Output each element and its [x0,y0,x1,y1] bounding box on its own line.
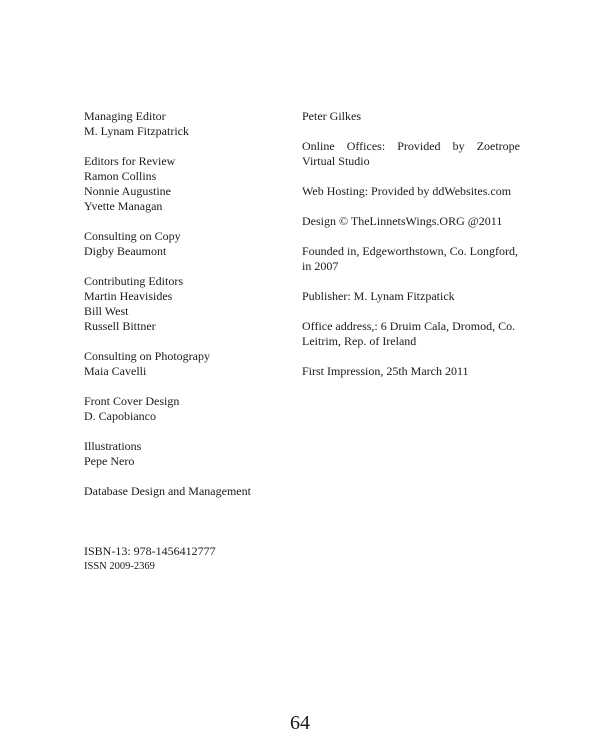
page-number: 64 [290,712,310,734]
office-address-line-2: Leitrim, Rep. of Ireland [302,334,417,348]
issn-text: ISSN 2009-2369 [84,561,155,572]
contributing-editor-name: Russell Bittner [84,319,156,333]
review-editors-label: Editors for Review [84,154,176,168]
managing-editor-label: Managing Editor [84,109,166,123]
copy-consulting-name: Digby Beaumont [84,244,167,258]
web-hosting-text: Web Hosting: Provided by ddWebsites.com [302,184,512,198]
founded-line-2: in 2007 [302,259,339,273]
publisher-text: Publisher: M. Lynam Fitzpatick [302,289,455,303]
photography-consulting-label: Consulting on Photograpy [84,349,211,363]
front-cover-name: D. Capobianco [84,409,156,423]
design-credit-text: Design © TheLinnetsWings.ORG @2011 [302,214,503,228]
online-offices-line-1: Online Offices: Provided by Zoetrope [302,139,520,153]
contributing-editors-label: Contributing Editors [84,274,183,288]
masthead-right-column [302,109,520,379]
illustrations-name: Pepe Nero [84,454,135,468]
illustrations-label: Illustrations [84,439,142,453]
photography-consulting-name: Maia Cavelli [84,364,147,378]
office-address-line-1: Office address,: 6 Druim Cala, Dromod, Co. [302,319,516,333]
review-editor-name: Nonnie Augustine [84,184,171,198]
managing-editor-name: M. Lynam Fitzpatrick [84,124,189,138]
front-cover-label: Front Cover Design [84,394,180,408]
isbn-text: ISBN-13: 978-1456412777 [84,544,216,558]
database-design-name: Peter Gilkes [302,109,361,123]
copy-consulting-label: Consulting on Copy [84,229,181,243]
contributing-editor-name: Martin Heavisides [84,289,173,303]
masthead-left-column [84,109,284,499]
online-offices-line-2: Virtual Studio [302,154,370,168]
founded-line-1: Founded in, Edgeworthstown, Co. Longford, [302,244,518,258]
review-editor-name: Yvette Managan [84,199,163,213]
contributing-editor-name: Bill West [84,304,129,318]
first-impression-text: First Impression, 25th March 2011 [302,364,469,378]
review-editor-name: Ramon Collins [84,169,157,183]
database-design-label: Database Design and Management [84,484,251,498]
